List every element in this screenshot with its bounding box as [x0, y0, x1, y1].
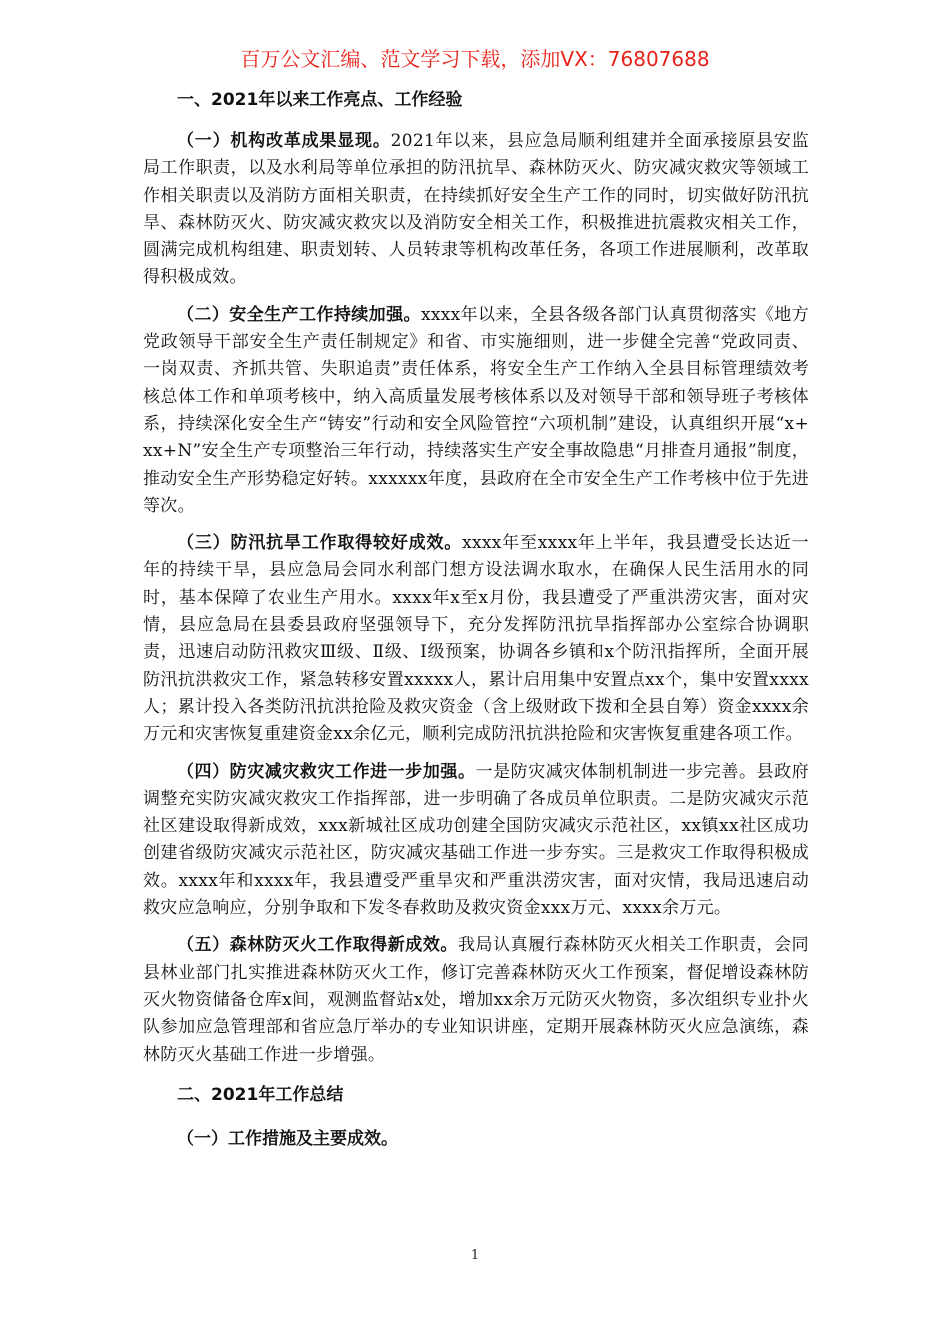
document-body — [143, 84, 809, 1155]
paragraph-1 — [143, 128, 809, 292]
paragraph-3 — [143, 530, 809, 748]
paragraph-lead: （五）森林防灭火工作取得新成效。 — [177, 935, 458, 956]
promo-banner: 百万公文汇编、范文学习下载，添加VX：76807688 — [240, 47, 710, 71]
paragraph-lead: （四）防灾减灾救灾工作进一步加强。 — [177, 761, 476, 782]
paragraph-text: 2021年以来，县应急局顺利组建并全面承接原县安监局工作职责，以及水利局等单位承担的防汛抗旱、森林防灭火、防灾减灾救灾等领域工作相关职责以及消防方面相关职责，在持续抓好安全生产工作的同时，切实做好防汛抗旱、森林防灭火、防灾减灾救灾以及消防安全相关工作，积极推进抗震救灾相关工作，圆满完成机构组建、职责划转、人员转隶等机构改革任务，各项工作进展顺利，改革取得积极成效。 — [143, 131, 809, 288]
paragraph-lead: （二）安全生产工作持续加强。 — [177, 304, 421, 325]
paragraph-lead: （一）机构改革成果显现。 — [177, 131, 391, 151]
paragraph-text: xxxx年以来，全县各级各部门认真贯彻落实《地方党政领导干部安全生产责任制规定》和省、市实施细则，进一步健全完善“党政同责、一岗双责、齐抓共管、失职追责”责任体系，将安全生产工作纳入全县目标管理绩效考核总体工作和单项考核中，纳入高质量发展考核体系以及对领导干部和领导班子考核体系，持续深化安全生产“铸安”行动和安全风险管控“六项机制”建设，认真组织开展“x+xx+N”安全生产专项整治三年行动，持续落实生产安全事故隐患“月排查月通报”制度，推动安全生产形势稳定好转。xxxxxx年度，县政府在全市安全生产工作考核中位于先进等次。 — [143, 304, 809, 516]
section-heading-2: 二、2021年工作总结 — [177, 1084, 344, 1105]
paragraph-5 — [143, 932, 809, 1068]
section-heading-1: 一、2021年以来工作亮点、工作经验 — [177, 90, 463, 110]
page-number: 1 — [470, 1248, 480, 1263]
paragraph-2 — [143, 302, 809, 520]
paragraph-lead: （三）防汛抗旱工作取得较好成效。 — [177, 533, 463, 554]
paragraph-text: xxxx年至xxxx年上半年，我县遭受长达近一年的持续干旱，县应急局会同水利部门想方设法调水取水，在确保人民生活用水的同时，基本保障了农业生产用水。xxxx年x至x月份，我县遭受了严重洪涝灾害，面对灾情，县应急局在县委县政府坚强领导下，充分发挥防汛抗旱指挥部办公室综合协调职责，迅速启动防汛救灾Ⅲ级、Ⅱ级、Ⅰ级预案，协调各乡镇和x个防汛指挥所，全面开展防汛抗洪救灾工作，紧急转移安置xxxxx人，累计启用集中安置点xx个，集中安置xxxx人；累计投入各类防汛抗洪抢险及救灾资金（含上级财政下拨和全县自筹）资金xxxx余万元和灾害恢复重建资金xx余亿元，顺利完成防汛抗洪抢险和灾害恢复重建各项工作。 — [143, 533, 809, 745]
paragraph-text: 我局认真履行森林防灭火相关工作职责，会同县林业部门扎实推进森林防灭火工作，修订完善森林防灭火工作预案，督促增设森林防灭火物资储备仓库x间，观测监督站x处，增加xx余万元防灭火物资，多次组织专业扑火队参加应急管理部和省应急厅举办的专业知识讲座，定期开展森林防灭火应急演练，森林防灭火基础工作进一步增强。 — [143, 935, 809, 1065]
paragraph-4 — [143, 759, 809, 923]
section-subheading: （一）工作措施及主要成效。 — [177, 1128, 398, 1149]
paragraph-text: 一是防灾减灾体制机制进一步完善。县政府调整充实防灾减灾救灾工作指挥部，进一步明确了各成员单位职责。二是防灾减灾示范社区建设取得新成效，xxx新城社区成功创建全国防灾减灾示范社区，xx镇xx社区成功创建省级防灾减灾示范社区，防灾减灾基础工作进一步夯实。三是救灾工作取得积极成效。xxxx年和xxxx年，我县遭受严重旱灾和严重洪涝灾害，面对灾情，我局迅速启动救灾应急响应，分别争取和下发冬春救助及救灾资金xxx万元、xxxx余万元。 — [143, 761, 809, 919]
